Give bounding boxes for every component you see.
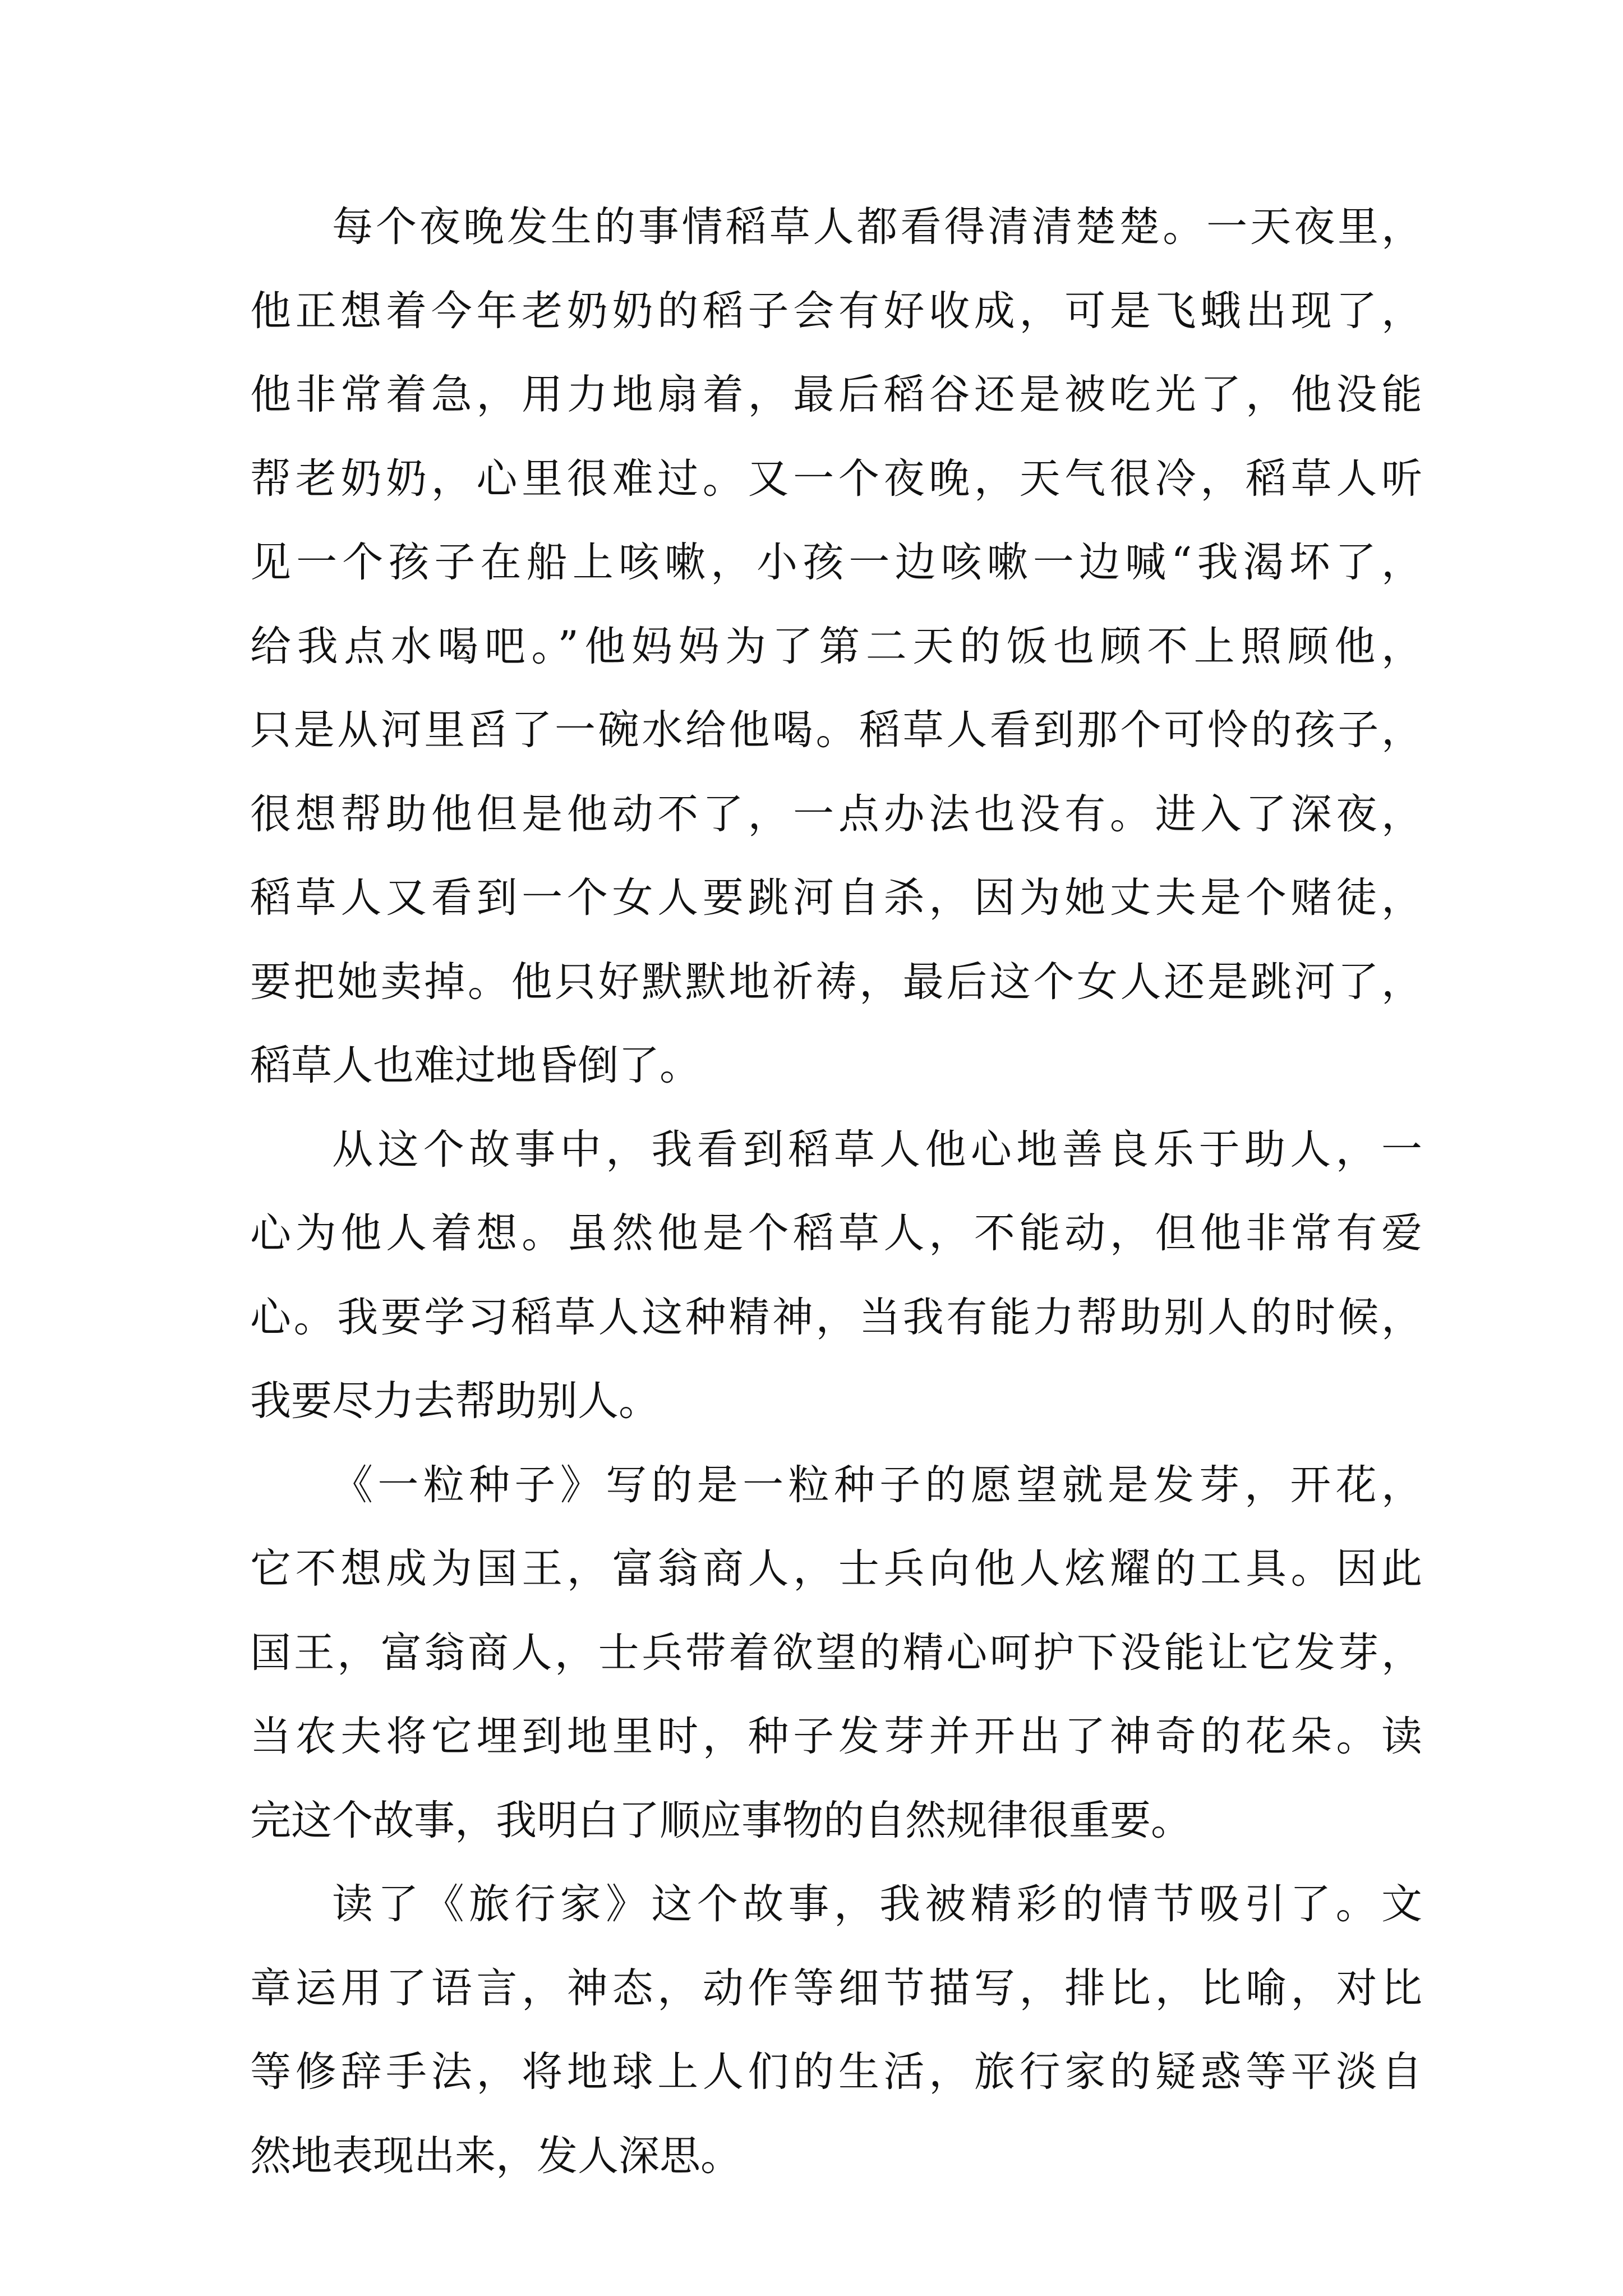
text-line: 很想帮助他但是他动不了，一点办法也没有。进入了深夜， xyxy=(250,790,1422,838)
text-line: 见一个孩子在船上咳嗽，小孩一边咳嗽一边喊“我渴坏了， xyxy=(250,539,1422,586)
text-line: 每个夜晚发生的事情稻草人都看得清清楚楚。一天夜里， xyxy=(332,203,1422,251)
text-line: 只是从河里舀了一碗水给他喝。稻草人看到那个可怜的孩子， xyxy=(250,706,1422,754)
text-line: 他非常着急，用力地扇着，最后稻谷还是被吃光了，他没能 xyxy=(250,371,1422,418)
essay-body xyxy=(250,185,1422,2198)
text-line: 它不想成为国王，富翁商人，士兵向他人炫耀的工具。因此 xyxy=(250,1545,1422,1593)
text-line: 当农夫将它埋到地里时，种子发芽并开出了神奇的花朵。读 xyxy=(250,1713,1422,1760)
text-line: 要把她卖掉。他只好默默地祈祷，最后这个女人还是跳河了， xyxy=(250,958,1422,1006)
text-line: 给我点水喝吧。”他妈妈为了第二天的饭也顾不上照顾他， xyxy=(250,622,1422,670)
text-line: 心为他人着想。虽然他是个稻草人，不能动，但他非常有爱 xyxy=(250,1209,1422,1257)
text-line: 读了《旅行家》这个故事，我被精彩的情节吸引了。文 xyxy=(332,1880,1422,1928)
text-line: 等修辞手法，将地球上人们的生活，旅行家的疑惑等平淡自 xyxy=(250,2048,1422,2096)
text-line: 稻草人又看到一个女人要跳河自杀，因为她丈夫是个赌徒， xyxy=(250,874,1422,922)
text-line: 国王，富翁商人，士兵带着欲望的精心呵护下没能让它发芽， xyxy=(250,1628,1422,1677)
text-line: 心。我要学习稻草人这种精神，当我有能力帮助别人的时候， xyxy=(250,1293,1422,1341)
text-line: 稻草人也难过地昏倒了。 xyxy=(250,1042,700,1089)
text-line: 章运用了语言，神态，动作等细节描写，排比，比喻，对比 xyxy=(250,1964,1422,2012)
text-line: 然地表现出来，发人深思。 xyxy=(250,2132,741,2180)
text-line: 我要尽力去帮助别人。 xyxy=(250,1377,660,1425)
text-line: 从这个故事中，我看到稻草人他心地善良乐于助人，一 xyxy=(332,1125,1422,1174)
text-line: 《一粒种子》写的是一粒种子的愿望就是发芽，开花， xyxy=(332,1461,1422,1509)
text-line: 他正想着今年老奶奶的稻子会有好收成，可是飞蛾出现了， xyxy=(250,287,1422,335)
text-line: 完这个故事，我明白了顺应事物的自然规律很重要。 xyxy=(250,1796,1192,1844)
text-line: 帮老奶奶，心里很难过。又一个夜晚，天气很冷，稻草人听 xyxy=(250,454,1422,503)
